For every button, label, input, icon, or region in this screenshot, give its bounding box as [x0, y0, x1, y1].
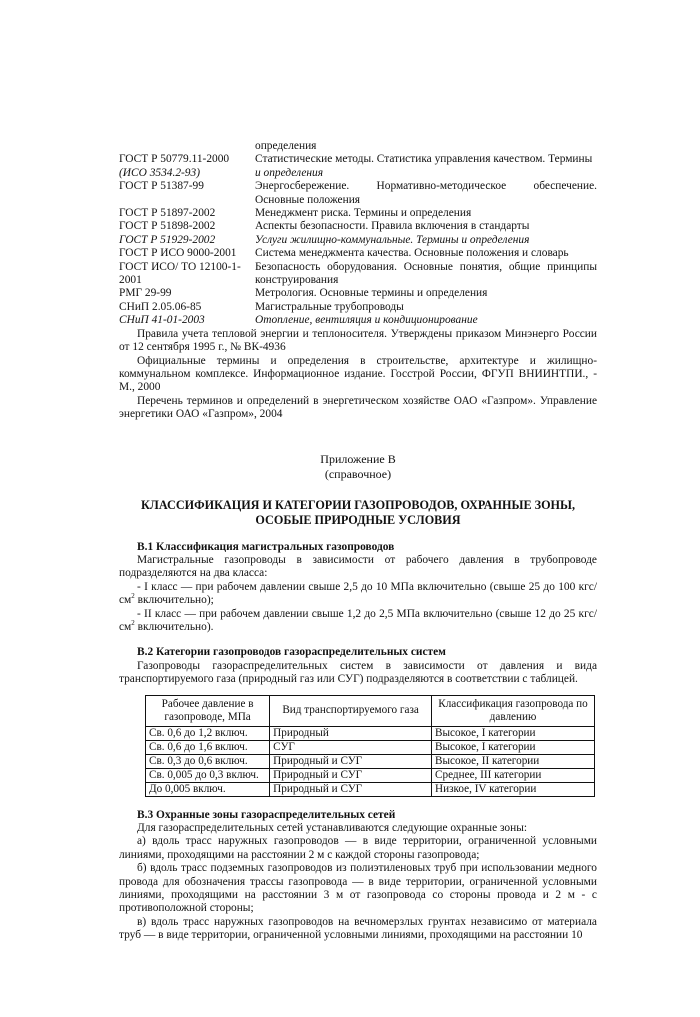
class-1-superscript: 2: [131, 592, 135, 601]
table-cell: Высокое, I категории: [432, 726, 595, 740]
reference-paragraph-1: Правила учета тепловой энергии и теплоносителя. Утверждены приказом Минэнерго России от 12 сентября 1995 г., № ВК-4936: [119, 327, 597, 354]
reference-code: ГОСТ ИСО/ ТО 12100-1-2001: [119, 260, 241, 287]
appendix-title-line-1: КЛАССИФИКАЦИЯ И КАТЕГОРИИ ГАЗОПРОВОДОВ, ОХРАННЫЕ ЗОНЫ,: [140, 497, 576, 512]
reference-list: [119, 140, 597, 328]
table-cell: Высокое, II категории: [432, 754, 595, 768]
table-cell: Св. 0,3 до 0,6 включ.: [146, 754, 270, 768]
reference-row: [119, 247, 597, 260]
reference-code: ГОСТ Р 51387-99: [119, 180, 204, 193]
reference-code: ГОСТ Р 50779.11-2000: [119, 153, 230, 166]
reference-paragraph-2: Официальные термины и определения в строительстве, архитектуре и жилищно-коммунальном комплексе. Информационное издание. Госстрой России, ФГУП ВНИИНТПИ., - М., 2000: [119, 354, 597, 394]
reference-row: [119, 314, 597, 327]
table-header-pressure: Рабочее давление в газопроводе, МПа: [146, 695, 270, 726]
table-cell: Природный и СУГ: [270, 768, 432, 782]
reference-row: [119, 220, 597, 233]
appendix-heading: [119, 452, 597, 482]
reference-row: [119, 234, 597, 247]
section-b3-p2: а) вдоль трасс наружных газопроводов — в виде территории, ограниченной условными линиями, проходящими на расстоянии 2 м с каждой стороны газопровода;: [119, 835, 597, 861]
class-2-tail: включительно).: [134, 620, 214, 633]
table-cell: Природный: [270, 726, 432, 740]
reference-title: Энергосбережение. Нормативно-методическое обеспечение. Основные положения: [255, 180, 597, 206]
table-cell: СУГ: [270, 740, 432, 754]
section-b1-intro: Магистральные газопроводы в зависимости от рабочего давления в трубопроводе подразделяются на два класса:: [119, 553, 597, 580]
section-b3-p1: Для газораспределительных сетей устанавливаются следующие охранные зоны:: [137, 822, 528, 834]
table-cell: Среднее, III категории: [432, 768, 595, 782]
reference-code: РМГ 29-99: [119, 287, 172, 300]
reference-title: Статистические методы. Статистика управления качеством. Термины: [255, 153, 593, 166]
reference-row: [119, 301, 597, 314]
reference-code: ГОСТ Р 51929-2002: [119, 233, 216, 246]
reference-title: и определения: [255, 166, 324, 179]
reference-title: определения: [255, 140, 317, 152]
reference-code: ГОСТ Р ИСО 9000-2001: [119, 247, 237, 260]
reference-row: [119, 180, 597, 207]
reference-row: [119, 167, 597, 180]
class-2-superscript: 2: [131, 619, 135, 628]
table-cell: До 0,005 включ.: [146, 782, 270, 796]
reference-title: Отопление, вентиляция и кондиционирование: [255, 314, 478, 327]
gas-pipeline-category-table: [145, 695, 595, 797]
section-b1-heading: В.1 Классификация магистральных газопроводов: [137, 540, 395, 553]
reference-row: [119, 140, 597, 153]
appendix-title: [119, 498, 597, 528]
reference-code: ГОСТ Р 51897-2002: [119, 207, 216, 220]
table-row: [146, 768, 595, 782]
reference-row: [119, 207, 597, 220]
table-row: [146, 782, 595, 796]
table-cell: Св. 0,6 до 1,2 включ.: [146, 726, 270, 740]
table-cell: Природный и СУГ: [270, 782, 432, 796]
class-2-text: - II класс — при рабочем давлении свыше 1,2 до 2,5 МПа включительно (свыше 12 до 25 кгс/см: [119, 607, 597, 633]
table-row: [146, 726, 595, 740]
reference-title: Метрология. Основные термины и определения: [255, 287, 488, 300]
appendix-note: (справочное): [324, 466, 392, 481]
section-b2-intro: Газопроводы газораспределительных систем в зависимости от давления и вида транспортируемого газа (природный газ или СУГ) подразделяются в соответствии с таблицей.: [119, 659, 597, 686]
reference-paragraph-3: Перечень терминов и определений в энергетическом хозяйстве ОАО «Газпром». Управление энергетики ОАО «Газпром», 2004: [119, 394, 597, 421]
section-b2-heading: В.2 Категории газопроводов газораспределительных систем: [137, 646, 446, 659]
table-header-gas-type: Вид транспортируемого газа: [270, 695, 432, 726]
table-body: [146, 726, 595, 796]
table-row: [146, 740, 595, 754]
reference-code: СНиП 2.05.06-85: [119, 300, 202, 313]
reference-row: [119, 153, 597, 166]
section-b3-p4: в) вдоль трасс наружных газопроводов на вечномерзлых грунтах независимо от материала труб — в виде территории, ограниченной условными линиями, проходящими на расстоянии 10: [119, 915, 597, 942]
reference-title: Менеджмент риска. Термины и определения: [255, 207, 472, 220]
reference-title: Безопасность оборудования. Основные понятия, общие принципы конструирования: [255, 260, 597, 287]
table-header-classification: Классификация газопровода по давлению: [432, 695, 595, 726]
reference-row: [119, 261, 597, 288]
reference-title: Система менеджмента качества. Основные положения и словарь: [255, 247, 569, 260]
table-cell: Природный и СУГ: [270, 754, 432, 768]
table-cell: Высокое, I категории: [432, 740, 595, 754]
reference-code: [119, 140, 255, 153]
table-cell: Св. 0,005 до 0,3 включ.: [146, 768, 270, 782]
section-b1-class-2: [119, 608, 597, 635]
class-1-text: - I класс — при рабочем давлении свыше 2,5 до 10 МПа включительно (свыше 25 до 100 кгс/см: [119, 580, 597, 607]
table-cell: Низкое, IV категории: [432, 782, 595, 796]
reference-row: [119, 287, 597, 300]
appendix-title-line-2: ОСОБЫЕ ПРИРОДНЫЕ УСЛОВИЯ: [255, 512, 461, 527]
reference-title: Магистральные трубопроводы: [255, 300, 404, 313]
section-b3-p3: б) вдоль трасс подземных газопроводов из полиэтиленовых труб при использовании медного провода для обозначения трассы газопровода — в виде территории, ограниченной условными линиями, проходящими на расстоянии 3 м от газопровода со стороны провода и 2 м - с противоположной стороны;: [119, 862, 597, 915]
section-b3-heading: В.3 Охранные зоны газораспределительных сетей: [137, 808, 396, 821]
table-header-row: [146, 695, 595, 726]
table-row: [146, 754, 595, 768]
reference-title: Услуги жилищно-коммунальные. Термины и определения: [255, 233, 530, 246]
reference-code: (ИСО 3534.2-93): [119, 166, 200, 179]
document-page: [119, 140, 597, 943]
reference-title: Аспекты безопасности. Правила включения в стандарты: [255, 220, 530, 233]
reference-code: СНиП 41-01-2003: [119, 314, 205, 327]
class-1-tail: включительно);: [134, 594, 214, 607]
reference-code: ГОСТ Р 51898-2002: [119, 220, 216, 233]
appendix-label: Приложение В: [320, 451, 396, 466]
section-b1-class-1: [119, 581, 597, 608]
table-cell: Св. 0,6 до 1,6 включ.: [146, 740, 270, 754]
